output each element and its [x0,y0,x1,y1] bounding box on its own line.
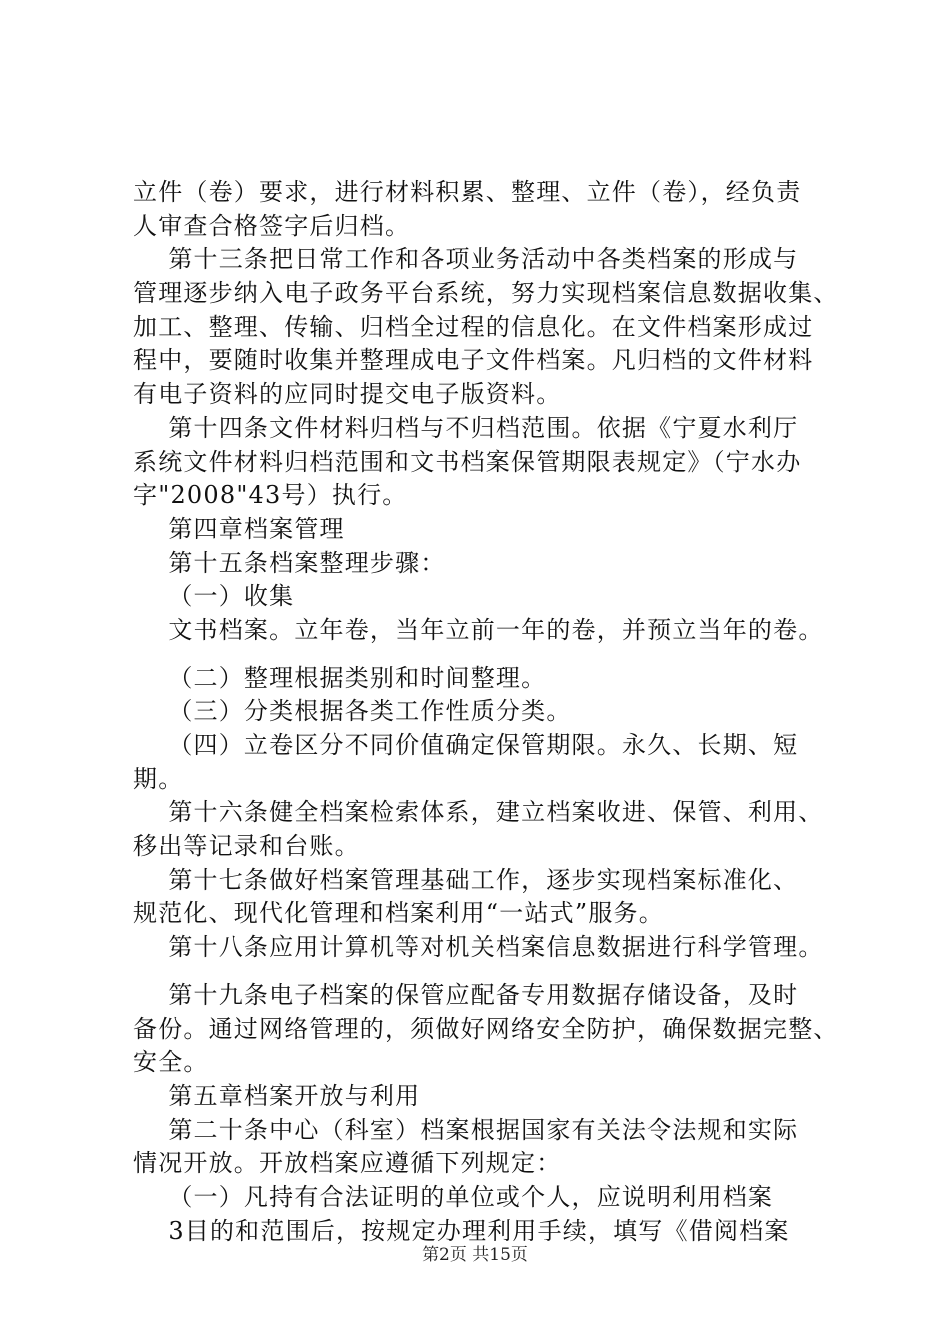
document-body [133,176,853,1248]
text-line: 备份。通过网络管理的，须做好网络安全防护，确保数据完整、 [133,1014,839,1043]
text-line: 系统文件材料归档范围和文书档案保管期限表规定》（宁水办 [133,447,802,476]
text-line [133,965,853,979]
text-line: （一）收集 [133,582,295,611]
text-line: 安全。 [133,1048,209,1077]
text-line: 3目的和范围后，按规定办理利用手续，填写《借阅档案 [133,1216,790,1245]
text-line: 第五章档案开放与利用 [133,1081,421,1110]
text-line: 第十六条健全档案检索体系，建立档案收进、保管、利用、 [133,798,824,827]
text-line: 文书档案。立年卷，当年立前一年的卷，并预立当年的卷。 [133,615,824,644]
text-line: 程中，要随时收集并整理成电子文件档案。凡归档的文件材料 [133,346,814,375]
page-footer: 第2页 共15页 [422,1245,528,1265]
text-line: 期。 [133,764,184,793]
text-line: 字"2008"43号）执行。 [133,481,408,510]
text-line: （一）凡持有合法证明的单位或个人，应说明利用档案 [133,1182,774,1211]
text-line: 立件（卷）要求，进行材料积累、整理、立件（卷），经负责 [133,178,802,206]
text-line: 有电子资料的应同时提交电子版资料。 [133,380,562,409]
text-line: （四）立卷区分不同价值确定保管期限。永久、长期、短 [133,731,799,759]
text-line: 第二十条中心（科室）档案根据国家有关法令法规和实际 [133,1115,799,1144]
text-line: 第十四条文件材料归档与不归档范围。依据《宁夏水利厅 [133,413,799,442]
text-line [133,648,853,662]
text-line: 管理逐步纳入电子政务平台系统，努力实现档案信息数据收集、 [133,279,839,308]
text-line: 第十五条档案整理步骤： [133,548,446,577]
text-line: 加工、整理、传输、归档全过程的信息化。在文件档案形成过 [133,312,814,341]
text-line: 第四章档案管理 [133,514,345,543]
text-line: 第十八条应用计算机等对机关档案信息数据进行科学管理。 [133,933,824,962]
text-line: 情况开放。开放档案应遵循下列规定： [133,1149,562,1178]
text-line: 第十七条做好档案管理基础工作，逐步实现档案标准化、 [133,865,799,894]
text-line: 第十九条电子档案的保管应配备专用数据存储设备，及时 [133,980,799,1009]
text-line: 人审查合格签字后归档。 [133,211,411,240]
text-line: （三）分类根据各类工作性质分类。 [133,697,572,726]
text-line: 第十三条把日常工作和各项业务活动中各类档案的形成与 [133,245,799,274]
text-line: 移出等记录和台账。 [133,832,360,861]
text-line: 规范化、现代化管理和档案利用“一站式”服务。 [133,899,664,928]
text-line: （二）整理根据类别和时间整理。 [133,663,547,692]
